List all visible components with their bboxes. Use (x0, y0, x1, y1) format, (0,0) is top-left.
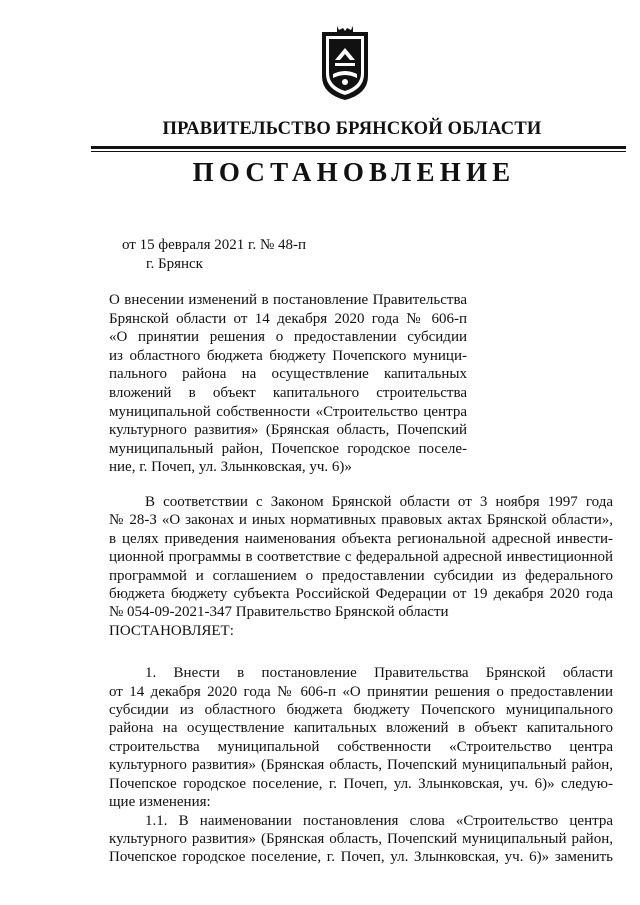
subject-line: вложений в объект капитального строительства (109, 384, 467, 401)
document-body (109, 493, 613, 867)
item-1-line: от 14 декабря 2020 года № 606-п «О принятии решения о предоставлении (109, 683, 613, 700)
item-1-line: 1. Внести в постановление Правительства Брянской области (145, 665, 613, 682)
preamble-line: в целях приведения наименования объекта региональной адресной инвести- (109, 530, 613, 547)
preamble-line: ционной программы в соответствие с федеральной адресной инвестиционной (109, 549, 613, 566)
subject-line: «О принятии решения о предоставлении субсидии (109, 329, 467, 346)
preamble-line: № 28-З «О законах и иных нормативных правовых актах Брянской области», (109, 512, 613, 529)
document-city: г. Брянск (146, 256, 203, 272)
subject-line: культурного развития» (Брянская область, Почепский (109, 422, 467, 439)
document-type-title: ПОСТАНОВЛЕНИЕ (192, 157, 516, 187)
item-1-line: Почепское городское поселение, г. Почеп, ул. Злынковская, уч. 6)» следую- (109, 775, 613, 792)
header-rule-thick (91, 146, 626, 149)
item-1-1-line: Почепское городское поселение, г. Почеп, ул. Злынковская, уч. 6)» заменить (109, 849, 613, 866)
item-1-line: района на осуществление капитальных вложений в объект капитального (109, 720, 613, 737)
item-1-1-line: 1.1. В наименовании постановления слова «Строительство центра (145, 812, 613, 829)
header-rule-thin (91, 151, 626, 152)
item-1-line: строительства муниципальной собственности «Строительство центра (109, 738, 613, 755)
document-date-number: от 15 февраля 2021 г. № 48-п (122, 237, 307, 253)
subject-line: муниципальный район, Почепское городское поселе- (109, 440, 467, 457)
item-1-1-line: культурного развития» (Брянская область, Почепский муниципальный район, (109, 830, 613, 847)
organization-title: ПРАВИТЕЛЬСТВО БРЯНСКОЙ ОБЛАСТИ (162, 119, 542, 139)
coat-of-arms-icon (319, 22, 371, 102)
subject-line: Брянской области от 14 декабря 2020 года № 606-п (109, 310, 467, 327)
subject-line: муниципальной собственности «Строительство центра (109, 403, 467, 420)
subject-line: О внесении изменений в постановление Правительства (109, 292, 467, 308)
preamble-line: бюджета бюджету субъекта Российской Федерации от 19 декабря 2020 года (109, 586, 613, 603)
item-1-line: субсидии из областного бюджета бюджету Почепского муниципального (109, 702, 613, 719)
preamble-line: В соответствии с Законом Брянской области от 3 ноября 1997 года (145, 494, 613, 510)
subject-line: из областного бюджета бюджету Почепского муници- (109, 347, 467, 364)
preamble-line: программой и соглашением о предоставлении субсидии из федерального (109, 567, 613, 584)
subject-line: ние, г. Почеп, ул. Злынковская, уч. 6)» (109, 459, 352, 476)
item-1-line: щие изменения: (109, 794, 211, 811)
subject-line: пального района на осуществление капитальных (109, 366, 467, 383)
document-subject (109, 291, 467, 477)
preamble-line: № 054-09-2021-347 Правительство Брянской области (109, 604, 449, 621)
item-1-line: культурного развития» (Брянская область, Почепский муниципальный район, (109, 757, 613, 774)
resolution-keyword: ПОСТАНОВЛЯЕТ: (109, 622, 234, 639)
